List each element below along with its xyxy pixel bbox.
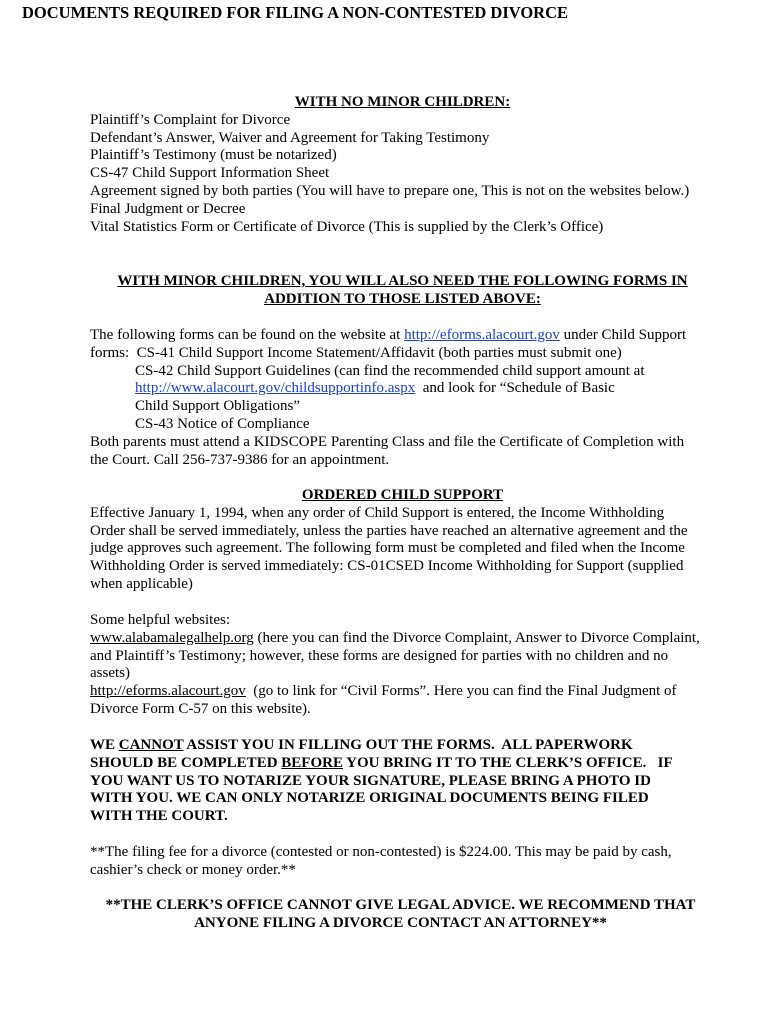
site1-line3: assets)	[90, 665, 130, 682]
list-item: Final Judgment or Decree	[90, 200, 246, 217]
minor-heading-line2: ADDITION TO THOSE LISTED ABOVE:	[264, 290, 541, 307]
warning-text: SHOULD BE COMPLETED	[90, 754, 282, 771]
warning-line2	[90, 755, 715, 773]
list-item: Plaintiff’s Complaint for Divorce	[90, 111, 291, 128]
minor-heading-line1: WITH MINOR CHILDREN, YOU WILL ALSO NEED THE FOLLOWING FORMS IN	[117, 273, 688, 289]
warning-text: YOU BRING IT TO THE CLERK’S OFFICE. IF	[342, 754, 673, 771]
ordered-line: when applicable)	[90, 575, 193, 592]
ordered-line: Withholding Order is served immediately: CS-01CSED Income Withholding for Support (supplied	[90, 558, 684, 575]
page-title: DOCUMENTS REQUIRED FOR FILING A NON-CONTESTED DIVORCE	[21, 3, 569, 22]
minor-forms	[90, 327, 715, 469]
warning-line4: WITH YOU. WE CAN ONLY NOTARIZE ORIGINAL DOCUMENTS BEING FILED	[90, 790, 649, 807]
ordered-line: judge approves such agreement. The following form must be completed and filed when the Income	[90, 540, 685, 557]
fee-line2: cashier’s check or money order.**	[90, 861, 296, 878]
site2-text: (go to link for “Civil Forms”. Here you can find the Final Judgment of	[245, 683, 677, 700]
minor-intro	[90, 327, 715, 345]
warning-text: WE	[90, 737, 119, 753]
site1-line2: and Plaintiff’s Testimony; however, these forms are designed for parties with no children and no	[90, 647, 669, 664]
before-emphasis: BEFORE	[281, 754, 343, 771]
childsupport-link[interactable]: http://www.alacourt.gov/childsupportinfo.aspx	[135, 380, 416, 397]
cs42-line: CS-42 Child Support Guidelines (can find the recommended child support amount at	[135, 362, 645, 379]
minor-intro-post: under Child Support	[559, 327, 687, 343]
helpful-intro: Some helpful websites:	[90, 612, 230, 628]
cs43-line: CS-43 Notice of Compliance	[135, 415, 310, 432]
eforms-link[interactable]: http://eforms.alacourt.gov	[404, 327, 560, 343]
site2-line	[90, 683, 715, 701]
fee-section	[90, 844, 715, 880]
cs42-line3: Child Support Obligations”	[135, 398, 300, 415]
cs42-post: and look for “Schedule of Basic	[415, 380, 615, 397]
advice-section	[88, 897, 713, 933]
ordered-line: Order shall be served immediately, unless the parties have reached an alternative agreement and the	[90, 522, 688, 539]
minor-intro-pre: The following forms can be found on the website at	[90, 327, 405, 343]
warning-line3: YOU WANT US TO NOTARIZE YOUR SIGNATURE, PLEASE BRING A PHOTO ID	[90, 772, 651, 789]
warning-text: ASSIST YOU IN FILLING OUT THE FORMS. ALL PAPERWORK	[183, 737, 633, 753]
minor-section	[90, 273, 715, 309]
cs41-line	[90, 345, 715, 363]
kidscope-line1: Both parents must attend a KIDSCOPE Parenting Class and file the Certificate of Completion with	[90, 433, 685, 450]
list-item: Agreement signed by both parties (You will have to prepare one, This is not on the websites below.)	[90, 182, 690, 199]
site1-line	[90, 630, 715, 648]
list-item: Vital Statistics Form or Certificate of Divorce (This is supplied by the Clerk’s Office)	[90, 218, 604, 235]
cannot-emphasis: CANNOT	[118, 737, 184, 753]
list-item: Defendant’s Answer, Waiver and Agreement for Taking Testimony	[90, 129, 490, 146]
warning-line1	[90, 737, 715, 755]
fee-line1: **The filing fee for a divorce (contested or non-contested) is $224.00. This may be paid by cash,	[90, 844, 672, 860]
eforms-link-2[interactable]: http://eforms.alacourt.gov	[90, 683, 246, 700]
list-item: Plaintiff’s Testimony (must be notarized)	[90, 147, 337, 164]
helpful-section	[90, 612, 715, 719]
warning-section	[90, 737, 715, 826]
list-item: CS-47 Child Support Information Sheet	[90, 165, 330, 182]
warning-line5: WITH THE COURT.	[90, 808, 228, 825]
cs42-link-line	[90, 380, 715, 398]
site2-line2: Divorce Form C-57 on this website).	[90, 700, 311, 717]
ordered-section	[90, 487, 715, 594]
cs41-text: CS-41 Child Support Income Statement/Affidavit (both parties must submit one)	[136, 344, 622, 361]
no-minor-section	[90, 94, 715, 236]
alabamalegalhelp-link[interactable]: www.alabamalegalhelp.org	[90, 629, 254, 646]
advice-line1: **THE CLERK’S OFFICE CANNOT GIVE LEGAL ADVICE. WE RECOMMEND THAT	[105, 897, 696, 913]
forms-label: forms:	[90, 344, 137, 361]
ordered-heading: ORDERED CHILD SUPPORT	[301, 487, 504, 503]
no-minor-heading: WITH NO MINOR CHILDREN:	[294, 94, 511, 110]
advice-line2: ANYONE FILING A DIVORCE CONTACT AN ATTORNEY**	[194, 914, 607, 931]
ordered-line: Effective January 1, 1994, when any order of Child Support is entered, the Income Withholding	[90, 504, 665, 521]
site1-text: (here you can find the Divorce Complaint, Answer to Divorce Complaint,	[253, 629, 700, 646]
kidscope-line2: the Court. Call 256-737-9386 for an appointment.	[90, 451, 390, 468]
